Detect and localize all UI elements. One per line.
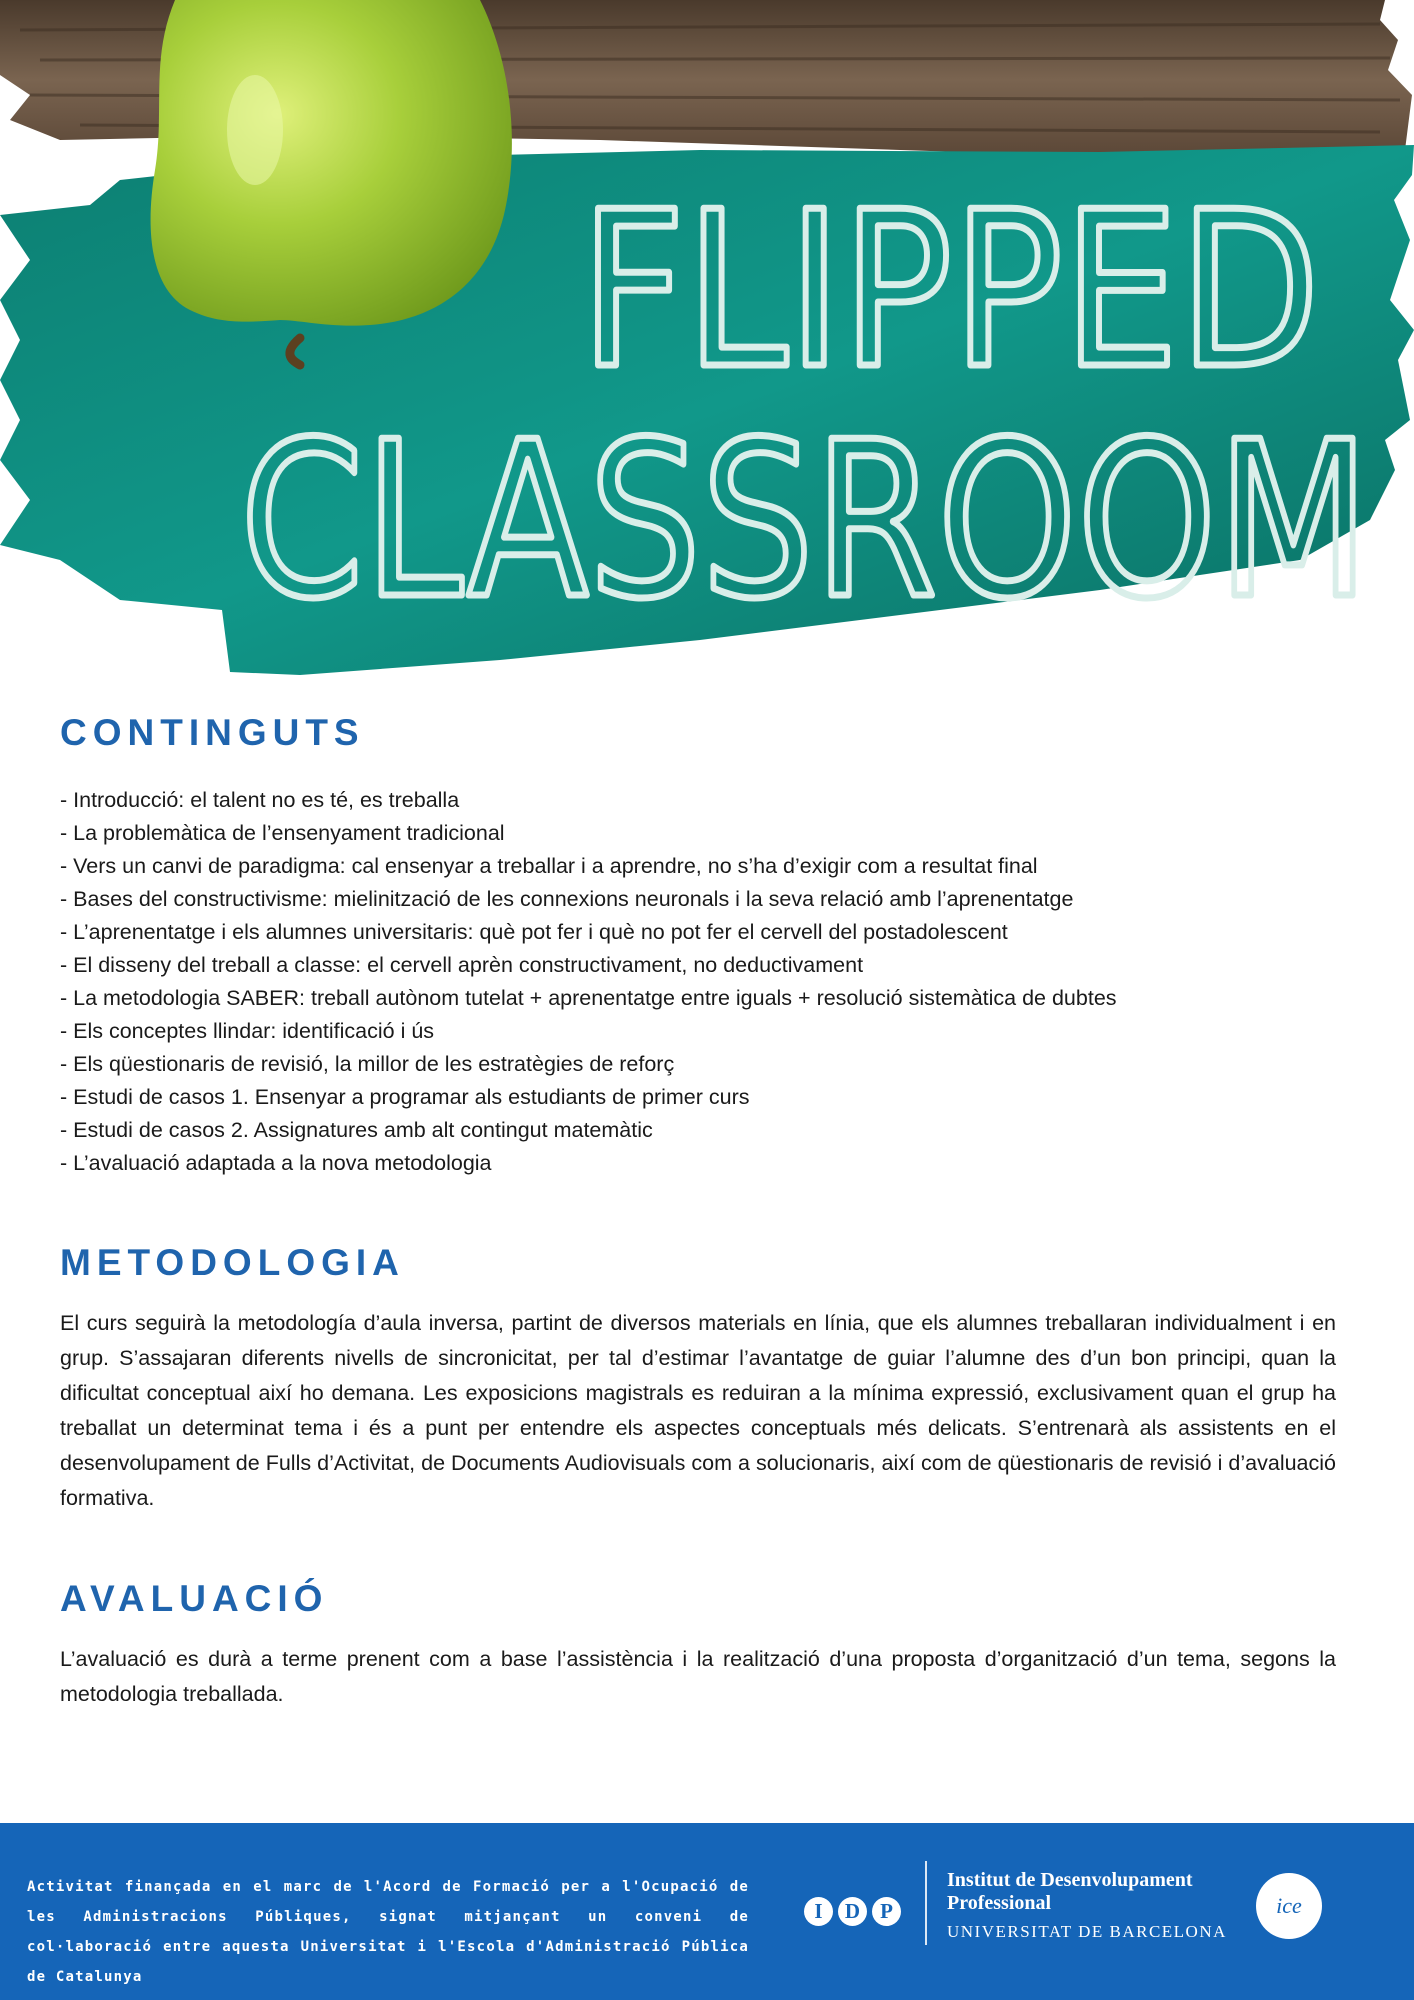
section-metodologia [60, 1242, 1336, 1516]
main-content [60, 712, 1336, 1712]
idp-letter-d: D [838, 1897, 867, 1926]
list-item: - La metodologia SABER: treball autònom tutelat + aprenentatge entre iguals + resolució sistemàtica de dubtes [60, 986, 1117, 1010]
list-item: - Els qüestionaris de revisió, la millor de les estratègies de reforç [60, 1052, 675, 1076]
list-item: - Estudi de casos 2. Assignatures amb alt contingut matemàtic [60, 1118, 653, 1142]
continguts-list [60, 784, 1336, 1180]
idp-logo [804, 1897, 901, 1926]
ice-logo-icon: ice [1256, 1873, 1322, 1939]
avaluacio-heading: AVALUACIÓ [60, 1578, 329, 1619]
university-name: UNIVERSITAT DE BARCELONA [947, 1922, 1227, 1941]
continguts-heading: CONTINGUTS [60, 712, 365, 753]
hero-title-line1: FLIPPED [580, 165, 1320, 416]
hero-title-line2: CLASSROOM [240, 395, 1370, 646]
avaluacio-text: L’avaluació es durà a terme prenent com a base l’assistència i la realització d’una proposta d’organització d’un tema, segons la metodologia treballada. [60, 1647, 1336, 1706]
list-item: - Bases del constructivisme: mielinització de les connexions neuronals i la seva relació amb l’aprenentatge [60, 887, 1074, 911]
footer [0, 1823, 1414, 2000]
hero-banner [0, 0, 1414, 690]
list-item: - El disseny del treball a classe: el cervell aprèn constructivament, no deductivament [60, 953, 864, 977]
list-item: - L’avaluació adaptada a la nova metodologia [60, 1151, 492, 1175]
funding-note: Activitat finançada en el marc de l'Acord de Formació per a l'Ocupació de les Administracions Públiques, signat mitjançant un conveni de col·laboració entre aquesta Universitat i l'Escola d'Administració Pública de Catalunya [27, 1879, 749, 1985]
institute-logo-text [947, 1869, 1227, 1942]
list-item: - La problemàtica de l’ensenyament tradicional [60, 821, 505, 845]
list-item: - Els conceptes llindar: identificació i ús [60, 1019, 435, 1043]
list-item: - Estudi de casos 1. Ensenyar a programar als estudiants de primer curs [60, 1085, 750, 1109]
idp-letter-p: P [872, 1897, 901, 1926]
list-item: - L’aprenentatge i els alumnes universitaris: què pot fer i què no pot fer el cervell del postadolescent [60, 920, 1008, 944]
list-item: - Introducció: el talent no es té, es treballa [60, 788, 460, 812]
footer-divider [925, 1861, 927, 1945]
list-item: - Vers un canvi de paradigma: cal ensenyar a treballar i a aprendre, no s’ha d’exigir com a resultat final [60, 854, 1038, 878]
flipped-classroom-illustration [0, 0, 1414, 690]
metodologia-heading: METODOLOGIA [60, 1242, 405, 1283]
metodologia-text: El curs seguirà la metodología d’aula inversa, partint de diversos materials en línia, que els alumnes treballaran individualment i en grup. S’assajaran diferents nivells de sincronicitat, per tal d’estimar l’avantatge de guiar l’alumne des d’un bon principi, quan la dificultat conceptual així ho demana. Les exposicions magistrals es reduiran a la mínima expressió, exclusivament quan el grup ha treballat un determinat tema i és a punt per entendre els aspectes conceptuals més delicats. S’entrenarà als assistents en el desenvolupament de Fulls d’Activitat, de Documents Audiovisuals com a solucionaris, així com de qüestionaris de revisió i d’avaluació formativa. [60, 1311, 1336, 1510]
section-continguts [60, 712, 1336, 1180]
idp-letter-i: I [804, 1897, 833, 1926]
institute-name-line2: Professional [947, 1892, 1052, 1914]
section-avaluacio [60, 1578, 1336, 1712]
institute-name-line1: Institut de Desenvolupament [947, 1869, 1193, 1891]
